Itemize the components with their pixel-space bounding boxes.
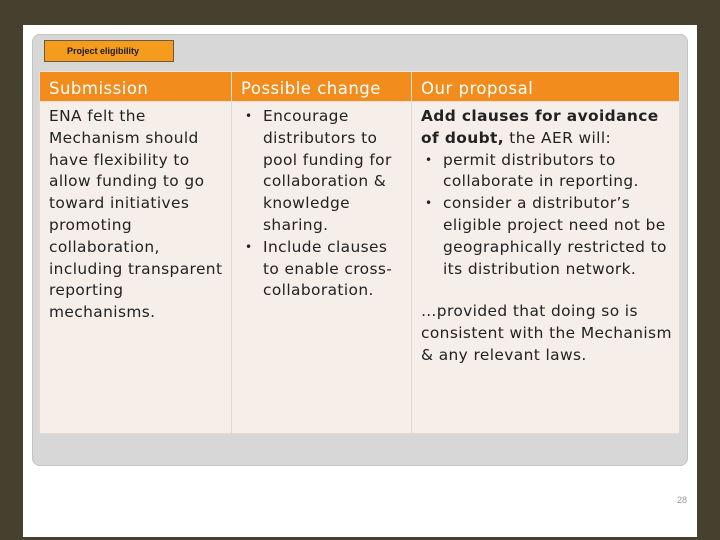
header-our-proposal: Our proposal: [412, 72, 680, 102]
change-list: [241, 106, 405, 302]
header-submission: Submission: [40, 72, 232, 102]
proposal-lead: [421, 106, 673, 150]
cell-our-proposal: [412, 102, 680, 434]
list-item: • Encourage distributors to pool funding for collaboration & knowledge sharing.: [241, 106, 405, 237]
table-header-row: [40, 72, 680, 102]
table-row: [40, 102, 680, 434]
proposal-lead-bold: Add clauses for avoidance of doubt,: [421, 107, 659, 147]
section-tag: Project eligibility: [44, 40, 174, 62]
proposal-closing: …provided that doing so is consistent with the Mechanism & any relevant laws.: [421, 302, 672, 364]
list-item: • Include clauses to enable cross-collaboration.: [241, 237, 405, 302]
list-item: • consider a distributor’s eligible project need not be geographically restricted to its distribution network.: [421, 193, 673, 280]
proposal-lead-rest: the AER will:: [504, 128, 612, 147]
page-number: 28: [676, 495, 687, 505]
cell-submission: ENA felt the Mechanism should have flexibility to allow funding to go toward initiatives promoting collaboration, including transparent reporting mechanisms.: [40, 102, 232, 434]
cell-possible-change: [232, 102, 412, 434]
proposal-table: [39, 71, 680, 434]
header-possible-change: Possible change: [232, 72, 412, 102]
proposal-list: [421, 150, 673, 281]
list-item: • permit distributors to collaborate in reporting.: [421, 150, 673, 194]
